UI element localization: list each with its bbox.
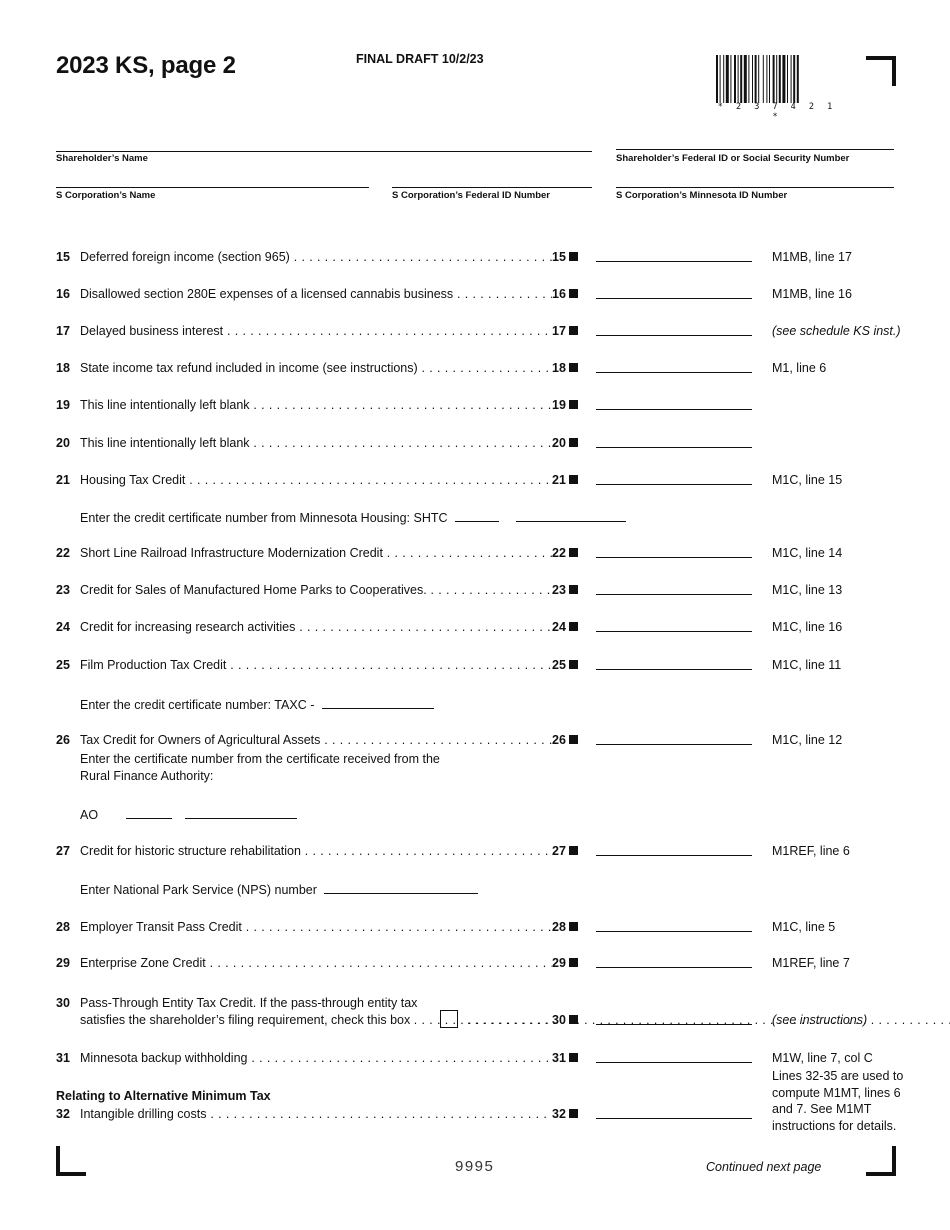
barcode-bar bbox=[716, 55, 718, 103]
line-crossref: M1W, line 7, col C bbox=[772, 1051, 873, 1065]
line-ref-number: 29 bbox=[552, 956, 566, 970]
line-crossref: M1C, line 13 bbox=[772, 583, 843, 597]
barcode-bar bbox=[769, 55, 770, 103]
line-crossref: M1C, line 15 bbox=[772, 473, 843, 487]
line-ref-number: 24 bbox=[552, 620, 566, 634]
line-crossref: M1MB, line 17 bbox=[772, 250, 852, 264]
line-label: Housing Tax Credit . . . bbox=[80, 473, 552, 487]
line-ref-number: 22 bbox=[552, 546, 566, 560]
line-number: 18 bbox=[56, 361, 70, 375]
line-25-row bbox=[56, 658, 936, 676]
line-number: 23 bbox=[56, 583, 70, 597]
line-ref-number: 27 bbox=[552, 844, 566, 858]
barcode-bar bbox=[758, 55, 759, 103]
line-marker bbox=[569, 289, 578, 298]
s-corp-federal-id-label: S Corporation’s Federal ID Number bbox=[392, 190, 551, 201]
line-22-amount-field[interactable] bbox=[596, 557, 752, 558]
line-31-row bbox=[56, 1051, 936, 1069]
line-23-amount-field[interactable] bbox=[596, 594, 752, 595]
line-26-row bbox=[56, 733, 936, 751]
line-15-row bbox=[56, 250, 936, 268]
line-20-row bbox=[56, 436, 936, 454]
amt-section-heading: Relating to Alternative Minimum Tax bbox=[56, 1089, 271, 1103]
s-corp-name-field[interactable] bbox=[56, 187, 369, 188]
line-marker bbox=[569, 363, 578, 372]
line-label: Minnesota backup withholding . . . bbox=[80, 1051, 552, 1065]
line-24-amount-field[interactable] bbox=[596, 631, 752, 632]
line-18-row bbox=[56, 361, 936, 379]
s-corp-mn-id-field[interactable] bbox=[616, 187, 894, 188]
line-32-row bbox=[56, 1107, 936, 1125]
line-number: 31 bbox=[56, 1051, 70, 1065]
line-marker bbox=[569, 660, 578, 669]
line-ref-number: 23 bbox=[552, 583, 566, 597]
shtc-label: Enter the credit certificate number from Minnesota Housing: SHTC bbox=[80, 511, 448, 525]
nps-label: Enter National Park Service (NPS) number bbox=[80, 883, 317, 897]
line-label: Disallowed section 280E expenses of a licensed cannabis business . . . bbox=[80, 287, 552, 301]
ag-instruction-line-1: Enter the certificate number from the certificate received from the bbox=[80, 752, 440, 766]
line-24-row bbox=[56, 620, 936, 638]
line-number: 29 bbox=[56, 956, 70, 970]
shtc-entry bbox=[80, 509, 626, 525]
line-crossref: M1C, line 5 bbox=[772, 920, 836, 934]
line-number: 32 bbox=[56, 1107, 70, 1121]
line-17-amount-field[interactable] bbox=[596, 335, 752, 336]
line-marker bbox=[569, 475, 578, 484]
line-19-amount-field[interactable] bbox=[596, 409, 752, 410]
line-label: Deferred foreign income (section 965) . . . bbox=[80, 250, 552, 264]
registration-mark-bottom-right bbox=[866, 1146, 896, 1176]
line-marker bbox=[569, 922, 578, 931]
line-19-row bbox=[56, 398, 936, 416]
line-30-first-text: Pass-Through Entity Tax Credit. If the pass-through entity tax bbox=[80, 996, 418, 1010]
line-21-amount-field[interactable] bbox=[596, 484, 752, 485]
line-number: 17 bbox=[56, 324, 70, 338]
line-number: 20 bbox=[56, 436, 70, 450]
line-number: 15 bbox=[56, 250, 70, 264]
line-ref-number: 25 bbox=[552, 658, 566, 672]
line-23-row bbox=[56, 583, 936, 601]
line-crossref: (see schedule KS inst.) bbox=[772, 324, 901, 338]
line-ref-number: 31 bbox=[552, 1051, 566, 1065]
barcode-bar bbox=[744, 55, 747, 103]
barcode-bar bbox=[752, 55, 753, 103]
line-number: 21 bbox=[56, 473, 70, 487]
line-26-amount-field[interactable] bbox=[596, 744, 752, 745]
line-marker bbox=[569, 958, 578, 967]
barcode-bar bbox=[755, 55, 757, 103]
line-21-row bbox=[56, 473, 936, 491]
barcode-bar bbox=[720, 55, 721, 103]
line-label: Enterprise Zone Credit . . . bbox=[80, 956, 552, 970]
registration-mark-top-right bbox=[866, 56, 896, 86]
line-label: This line intentionally left blank . . . bbox=[80, 436, 552, 450]
barcode-bar bbox=[773, 55, 775, 103]
line-label: Credit for Sales of Manufactured Home Parks to Cooperatives. . . . bbox=[80, 583, 552, 597]
barcode-bar bbox=[776, 55, 777, 103]
line-ref-number: 17 bbox=[552, 324, 566, 338]
ao-field-2[interactable] bbox=[185, 806, 297, 819]
line-number: 24 bbox=[56, 620, 70, 634]
barcode-bar bbox=[766, 55, 767, 103]
shtc-field-2[interactable] bbox=[516, 509, 626, 522]
line-ref-number: 16 bbox=[552, 287, 566, 301]
line-number: 26 bbox=[56, 733, 70, 747]
line-marker bbox=[569, 735, 578, 744]
shareholder-id-label: Shareholder’s Federal ID or Social Security Number bbox=[616, 153, 850, 164]
line-25-amount-field[interactable] bbox=[596, 669, 752, 670]
line-ref-number: 19 bbox=[552, 398, 566, 412]
line-crossref: (see instructions) bbox=[772, 1013, 868, 1027]
line-marker bbox=[569, 252, 578, 261]
line-marker bbox=[569, 846, 578, 855]
line-number: 30 bbox=[56, 996, 70, 1010]
line-label bbox=[80, 1013, 560, 1027]
line-crossref: M1C, line 11 bbox=[772, 658, 842, 672]
line-28-amount-field[interactable] bbox=[596, 931, 752, 932]
line-crossref: M1C, line 12 bbox=[772, 733, 843, 747]
line-ref-number: 15 bbox=[552, 250, 566, 264]
barcode-bar bbox=[726, 55, 729, 103]
line-label: Delayed business interest . . . bbox=[80, 324, 552, 338]
ao-field-1[interactable] bbox=[126, 806, 172, 819]
line-29-row bbox=[56, 956, 936, 974]
line-marker bbox=[569, 326, 578, 335]
form-code: 9995 bbox=[455, 1158, 495, 1175]
shareholder-name-label: Shareholder’s Name bbox=[56, 153, 148, 164]
line-20-amount-field[interactable] bbox=[596, 447, 752, 448]
barcode-bar bbox=[797, 55, 799, 103]
ao-label: AO bbox=[80, 808, 99, 822]
line-marker bbox=[569, 622, 578, 631]
line-16-amount-field[interactable] bbox=[596, 298, 752, 299]
pte-tax-checkbox[interactable] bbox=[440, 1010, 458, 1028]
line-label: Employer Transit Pass Credit . . . bbox=[80, 920, 552, 934]
line-number: 25 bbox=[56, 658, 70, 672]
barcode-bar bbox=[723, 55, 724, 103]
line-marker bbox=[569, 585, 578, 594]
barcode-bar bbox=[763, 55, 764, 103]
line-crossref: M1, line 6 bbox=[772, 361, 827, 375]
line-ref-number: 32 bbox=[552, 1107, 566, 1121]
s-corp-federal-id-field[interactable] bbox=[392, 187, 592, 188]
line-ref-number: 21 bbox=[552, 473, 566, 487]
line-crossref: M1REF, line 6 bbox=[772, 844, 850, 858]
line-ref-number: 18 bbox=[552, 361, 566, 375]
line-22-row bbox=[56, 546, 936, 564]
line-label: Credit for historic structure rehabilitation . . . bbox=[80, 844, 552, 858]
continued-next-page: Continued next page bbox=[706, 1160, 822, 1174]
line-label: Tax Credit for Owners of Agricultural Assets . . . bbox=[80, 733, 552, 747]
barcode-number: * 2 3 7 4 2 1 * bbox=[717, 102, 837, 122]
line-crossref: M1MB, line 16 bbox=[772, 287, 852, 301]
ag-instruction-line-2: Rural Finance Authority: bbox=[80, 769, 214, 783]
line-number: 16 bbox=[56, 287, 70, 301]
barcode-bar bbox=[791, 55, 792, 103]
barcode-bar bbox=[734, 55, 736, 103]
line-marker bbox=[569, 1015, 578, 1024]
barcode-bar bbox=[738, 55, 739, 103]
line-number: 19 bbox=[56, 398, 70, 412]
line-27-amount-field[interactable] bbox=[596, 855, 752, 856]
line-29-amount-field[interactable] bbox=[596, 967, 752, 968]
line-crossref: M1C, line 14 bbox=[772, 546, 843, 560]
line-number: 28 bbox=[56, 920, 70, 934]
barcode-bar bbox=[787, 55, 788, 103]
line-number: 27 bbox=[56, 844, 70, 858]
line-marker bbox=[569, 1053, 578, 1062]
line-marker bbox=[569, 438, 578, 447]
line-ref-number: 20 bbox=[552, 436, 566, 450]
line-number: 22 bbox=[56, 546, 70, 560]
shtc-field-1[interactable] bbox=[455, 509, 499, 522]
line-label: Credit for increasing research activities . . . bbox=[80, 620, 552, 634]
line-30-label-text: satisfies the shareholder’s filing requirement, check this box bbox=[80, 1013, 411, 1027]
line-crossref: M1REF, line 7 bbox=[772, 956, 850, 970]
line-marker bbox=[569, 1109, 578, 1118]
shareholder-name-field[interactable] bbox=[56, 151, 592, 152]
line-marker bbox=[569, 400, 578, 409]
line-crossref: M1C, line 16 bbox=[772, 620, 843, 634]
barcode-bar bbox=[779, 55, 781, 103]
line-30-amount-field[interactable] bbox=[596, 1024, 752, 1025]
line-30-dots: . . . . . . . . . . . . bbox=[467, 1013, 557, 1027]
barcode-bar bbox=[748, 55, 749, 103]
nps-entry bbox=[80, 881, 478, 897]
taxc-label: Enter the credit certificate number: TAXC - bbox=[80, 698, 315, 712]
ao-entry bbox=[80, 806, 297, 822]
line-27-row bbox=[56, 844, 936, 862]
line-17-row bbox=[56, 324, 936, 342]
line-label: Intangible drilling costs . . . bbox=[80, 1107, 552, 1121]
line-18-amount-field[interactable] bbox=[596, 372, 752, 373]
line-31-amount-field[interactable] bbox=[596, 1062, 752, 1063]
line-32-amount-field[interactable] bbox=[596, 1118, 752, 1119]
nps-field[interactable] bbox=[324, 881, 478, 894]
line-label: Short Line Railroad Infrastructure Modernization Credit . . . bbox=[80, 546, 552, 560]
amt-note: Lines 32-35 are used to compute M1MT, lines 6 and 7. See M1MT instructions for details. bbox=[772, 1069, 904, 1133]
barcode bbox=[716, 55, 838, 103]
line-16-row bbox=[56, 287, 936, 305]
line-15-amount-field[interactable] bbox=[596, 261, 752, 262]
draft-label: FINAL DRAFT 10/2/23 bbox=[356, 52, 484, 66]
page-title: 2023 KS, page 2 bbox=[56, 52, 236, 79]
barcode-bar bbox=[793, 55, 795, 103]
line-label: Film Production Tax Credit . . . bbox=[80, 658, 552, 672]
line-28-row bbox=[56, 920, 936, 938]
line-ref-number: 28 bbox=[552, 920, 566, 934]
line-ref-number: 30 bbox=[552, 1013, 566, 1027]
shareholder-id-field[interactable] bbox=[616, 149, 894, 150]
barcode-bar bbox=[740, 55, 742, 103]
line-marker bbox=[569, 548, 578, 557]
line-label: State income tax refund included in income (see instructions) . . . bbox=[80, 361, 552, 375]
taxc-entry bbox=[80, 696, 434, 712]
taxc-field[interactable] bbox=[322, 696, 434, 709]
line-label: This line intentionally left blank . . . bbox=[80, 398, 552, 412]
registration-mark-bottom-left bbox=[56, 1146, 86, 1176]
barcode-bar bbox=[782, 55, 785, 103]
s-corp-name-label: S Corporation’s Name bbox=[56, 190, 156, 201]
barcode-bar bbox=[730, 55, 731, 103]
s-corp-mn-id-label: S Corporation’s Minnesota ID Number bbox=[616, 190, 788, 201]
line-ref-number: 26 bbox=[552, 733, 566, 747]
